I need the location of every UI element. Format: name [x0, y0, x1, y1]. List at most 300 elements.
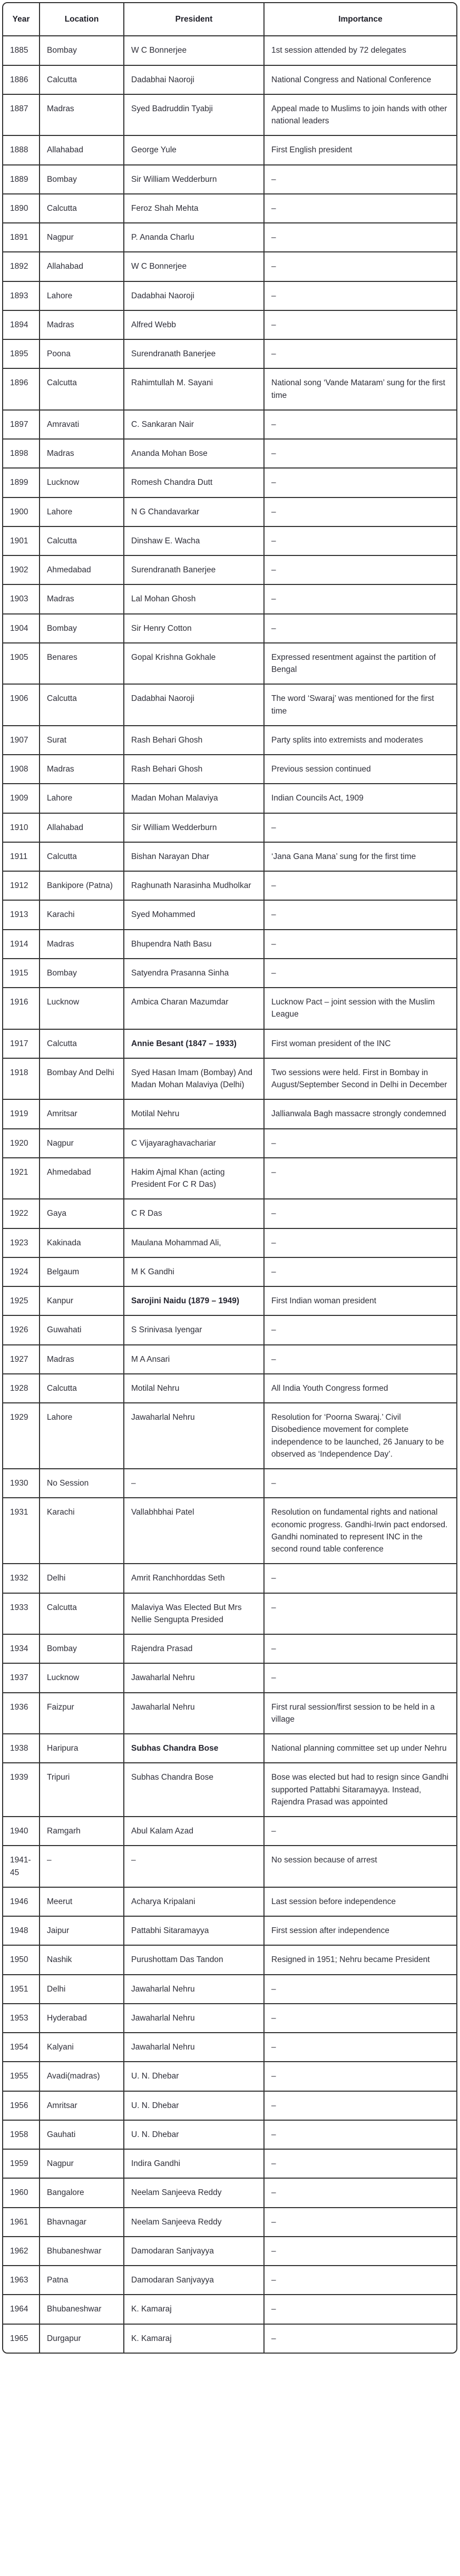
- importance-cell: National song ‘Vande Mataram’ sung for the first time: [265, 369, 456, 411]
- importance-cell: –: [265, 1229, 456, 1258]
- year-cell: 1964: [3, 2295, 40, 2324]
- location-cell: Ahmedabad: [40, 556, 124, 585]
- location-cell: Kakinada: [40, 1229, 124, 1258]
- importance-cell: –: [265, 2325, 456, 2353]
- importance-cell: –: [265, 2033, 456, 2062]
- importance-cell: –: [265, 1594, 456, 1635]
- year-cell: 1938: [3, 1734, 40, 1763]
- location-cell: Calcutta: [40, 369, 124, 411]
- importance-cell: –: [265, 527, 456, 556]
- year-cell: 1928: [3, 1374, 40, 1403]
- table-row: [3, 1403, 456, 1469]
- table-row: [3, 1316, 456, 1345]
- importance-cell: Lucknow Pact – joint session with the Muslim League: [265, 988, 456, 1030]
- table-row: [3, 1763, 456, 1817]
- year-cell: 1956: [3, 2092, 40, 2121]
- importance-cell: First Indian woman president: [265, 1287, 456, 1316]
- inc-sessions-table: [2, 2, 457, 2354]
- importance-cell: –: [265, 340, 456, 369]
- location-cell: Allahabad: [40, 252, 124, 281]
- importance-cell: First session after independence: [265, 1917, 456, 1946]
- importance-cell: –: [265, 2121, 456, 2150]
- location-cell: Bombay: [40, 959, 124, 988]
- president-cell: Neelam Sanjeeva Reddy: [124, 2208, 265, 2237]
- location-cell: Guwahati: [40, 1316, 124, 1345]
- importance-cell: –: [265, 930, 456, 959]
- table-row: [3, 1635, 456, 1664]
- location-cell: Gauhati: [40, 2121, 124, 2150]
- table-row: [3, 1817, 456, 1846]
- year-cell: 1931: [3, 1498, 40, 1564]
- importance-cell: –: [265, 901, 456, 930]
- table-row: [3, 36, 456, 65]
- table-row: [3, 1917, 456, 1946]
- year-cell: 1921: [3, 1158, 40, 1200]
- location-cell: Madras: [40, 1345, 124, 1374]
- table-row: [3, 1498, 456, 1564]
- table-row: [3, 1229, 456, 1258]
- table-row: [3, 901, 456, 930]
- year-cell: 1962: [3, 2237, 40, 2266]
- location-cell: Nagpur: [40, 2150, 124, 2179]
- president-cell: Annie Besant (1847 – 1933): [124, 1030, 265, 1059]
- table-row: [3, 95, 456, 136]
- location-cell: Bankipore (Patna): [40, 872, 124, 901]
- year-cell: 1892: [3, 252, 40, 281]
- location-cell: Madras: [40, 440, 124, 469]
- table-row: [3, 340, 456, 369]
- location-cell: Karachi: [40, 1498, 124, 1564]
- table-row: [3, 1975, 456, 2004]
- location-cell: Amravati: [40, 411, 124, 440]
- location-cell: Lahore: [40, 498, 124, 527]
- year-cell: 1906: [3, 685, 40, 726]
- importance-cell: –: [265, 1258, 456, 1287]
- location-cell: Bombay: [40, 165, 124, 194]
- president-cell: Rash Behari Ghosh: [124, 726, 265, 755]
- year-cell: 1924: [3, 1258, 40, 1287]
- location-cell: Calcutta: [40, 527, 124, 556]
- year-cell: 1911: [3, 843, 40, 872]
- president-cell: Sir William Wedderburn: [124, 165, 265, 194]
- importance-cell: No session because of arrest: [265, 1846, 456, 1888]
- president-cell: Madan Mohan Malaviya: [124, 784, 265, 813]
- president-cell: K. Kamaraj: [124, 2295, 265, 2324]
- year-cell: 1927: [3, 1345, 40, 1374]
- importance-cell: –: [265, 498, 456, 527]
- year-cell: 1916: [3, 988, 40, 1030]
- table-row: [3, 1846, 456, 1888]
- location-cell: Patna: [40, 2266, 124, 2295]
- year-cell: 1939: [3, 1763, 40, 1817]
- table-row: [3, 252, 456, 281]
- year-cell: 1907: [3, 726, 40, 755]
- table-row: [3, 2266, 456, 2295]
- location-cell: Nagpur: [40, 223, 124, 252]
- table-row: [3, 2092, 456, 2121]
- table-row: [3, 2062, 456, 2091]
- president-cell: Abul Kalam Azad: [124, 1817, 265, 1846]
- year-cell: 1909: [3, 784, 40, 813]
- president-cell: Indira Gandhi: [124, 2150, 265, 2179]
- year-cell: 1889: [3, 165, 40, 194]
- year-cell: 1954: [3, 2033, 40, 2062]
- table-row: [3, 469, 456, 497]
- year-cell: 1891: [3, 223, 40, 252]
- year-cell: 1890: [3, 194, 40, 223]
- importance-cell: –: [265, 556, 456, 585]
- president-cell: Jawaharlal Nehru: [124, 2004, 265, 2033]
- table-row: [3, 843, 456, 872]
- president-cell: Syed Hasan Imam (Bombay) And Madan Mohan Malaviya (Delhi): [124, 1059, 265, 1100]
- president-cell: Acharya Kripalani: [124, 1888, 265, 1917]
- year-cell: 1912: [3, 872, 40, 901]
- year-cell: 1923: [3, 1229, 40, 1258]
- president-cell: Jawaharlal Nehru: [124, 1693, 265, 1735]
- year-cell: 1896: [3, 369, 40, 411]
- president-cell: Romesh Chandra Dutt: [124, 469, 265, 497]
- table-row: [3, 1199, 456, 1228]
- importance-cell: –: [265, 1316, 456, 1345]
- location-cell: Allahabad: [40, 814, 124, 843]
- importance-cell: –: [265, 614, 456, 643]
- table-row: [3, 2237, 456, 2266]
- location-cell: Ramgarh: [40, 1817, 124, 1846]
- location-cell: Lahore: [40, 1403, 124, 1469]
- table-row: [3, 784, 456, 813]
- president-cell: George Yule: [124, 136, 265, 165]
- president-cell: M K Gandhi: [124, 1258, 265, 1287]
- president-cell: Damodaran Sanjvayya: [124, 2237, 265, 2266]
- importance-cell: –: [265, 194, 456, 223]
- year-cell: 1955: [3, 2062, 40, 2091]
- importance-cell: Previous session continued: [265, 755, 456, 784]
- location-cell: Amritsar: [40, 2092, 124, 2121]
- president-cell: Bishan Narayan Dhar: [124, 843, 265, 872]
- location-cell: Calcutta: [40, 843, 124, 872]
- importance-cell: –: [265, 165, 456, 194]
- importance-cell: –: [265, 959, 456, 988]
- table-row: [3, 440, 456, 469]
- importance-cell: –: [265, 469, 456, 497]
- year-cell: 1926: [3, 1316, 40, 1345]
- column-header-president: President: [124, 3, 265, 36]
- importance-cell: All India Youth Congress formed: [265, 1374, 456, 1403]
- importance-cell: –: [265, 872, 456, 901]
- table-row: [3, 1664, 456, 1693]
- year-cell: 1946: [3, 1888, 40, 1917]
- table-row: [3, 2150, 456, 2179]
- table-row: [3, 1158, 456, 1200]
- year-cell: 1908: [3, 755, 40, 784]
- importance-cell: The word ‘Swaraj’ was mentioned for the first time: [265, 685, 456, 726]
- year-cell: 1936: [3, 1693, 40, 1735]
- location-cell: Tripuri: [40, 1763, 124, 1817]
- importance-cell: Bose was elected but had to resign since Gandhi supported Pattabhi Sitaramayya. Instead, Rajendra Prasad was appointed: [265, 1763, 456, 1817]
- table-row: [3, 685, 456, 726]
- location-cell: Madras: [40, 930, 124, 959]
- location-cell: Haripura: [40, 1734, 124, 1763]
- location-cell: Bhavnagar: [40, 2208, 124, 2237]
- table-row: [3, 988, 456, 1030]
- importance-cell: –: [265, 311, 456, 340]
- location-cell: Lucknow: [40, 988, 124, 1030]
- year-cell: 1941-45: [3, 1846, 40, 1888]
- table-row: [3, 527, 456, 556]
- table-row: [3, 1693, 456, 1735]
- president-cell: Rahimtullah M. Sayani: [124, 369, 265, 411]
- president-cell: Feroz Shah Mehta: [124, 194, 265, 223]
- table-row: [3, 2295, 456, 2324]
- president-cell: Motilal Nehru: [124, 1374, 265, 1403]
- president-cell: Subhas Chandra Bose: [124, 1734, 265, 1763]
- location-cell: Bhubaneshwar: [40, 2237, 124, 2266]
- table-row: [3, 1129, 456, 1158]
- location-cell: Belgaum: [40, 1258, 124, 1287]
- president-cell: Dadabhai Naoroji: [124, 685, 265, 726]
- president-cell: Lal Mohan Ghosh: [124, 585, 265, 614]
- table-row: [3, 614, 456, 643]
- president-cell: P. Ananda Charlu: [124, 223, 265, 252]
- year-cell: 1901: [3, 527, 40, 556]
- importance-cell: –: [265, 2062, 456, 2091]
- table-row: [3, 2179, 456, 2208]
- year-cell: 1895: [3, 340, 40, 369]
- president-cell: Dinshaw E. Wacha: [124, 527, 265, 556]
- year-cell: 1917: [3, 1030, 40, 1059]
- importance-cell: Expressed resentment against the partition of Bengal: [265, 643, 456, 685]
- location-cell: Madras: [40, 755, 124, 784]
- table-row: [3, 1100, 456, 1129]
- table-row: [3, 726, 456, 755]
- table-body: [3, 36, 456, 2353]
- table-row: [3, 930, 456, 959]
- year-cell: 1953: [3, 2004, 40, 2033]
- location-cell: Lahore: [40, 282, 124, 311]
- president-cell: Raghunath Narasinha Mudholkar: [124, 872, 265, 901]
- president-cell: U. N. Dhebar: [124, 2092, 265, 2121]
- importance-cell: Resolution for ‘Poorna Swaraj.’ Civil Disobedience movement for complete independence to be launched, 26 January to be observed as ‘Independence Day’.: [265, 1403, 456, 1469]
- location-cell: Amritsar: [40, 1100, 124, 1129]
- location-cell: Nagpur: [40, 1129, 124, 1158]
- importance-cell: –: [265, 2208, 456, 2237]
- president-cell: Gopal Krishna Gokhale: [124, 643, 265, 685]
- location-cell: Lucknow: [40, 1664, 124, 1693]
- table-header: [3, 3, 456, 36]
- president-cell: Hakim Ajmal Khan (acting President For C R Das): [124, 1158, 265, 1200]
- president-cell: U. N. Dhebar: [124, 2062, 265, 2091]
- importance-cell: Indian Councils Act, 1909: [265, 784, 456, 813]
- president-cell: M A Ansari: [124, 1345, 265, 1374]
- year-cell: 1948: [3, 1917, 40, 1946]
- president-cell: C Vijayaraghavachariar: [124, 1129, 265, 1158]
- importance-cell: –: [265, 2295, 456, 2324]
- year-cell: 1886: [3, 66, 40, 95]
- location-cell: Delhi: [40, 1564, 124, 1593]
- president-cell: Surendranath Banerjee: [124, 340, 265, 369]
- year-cell: 1918: [3, 1059, 40, 1100]
- table-row: [3, 2325, 456, 2353]
- column-header-year: Year: [3, 3, 40, 36]
- president-cell: Amrit Ranchhorddas Seth: [124, 1564, 265, 1593]
- president-cell: Satyendra Prasanna Sinha: [124, 959, 265, 988]
- location-cell: Calcutta: [40, 194, 124, 223]
- year-cell: 1898: [3, 440, 40, 469]
- importance-cell: –: [265, 2004, 456, 2033]
- year-cell: 1913: [3, 901, 40, 930]
- year-cell: 1904: [3, 614, 40, 643]
- location-cell: Lucknow: [40, 469, 124, 497]
- table-row: [3, 2033, 456, 2062]
- importance-cell: –: [265, 252, 456, 281]
- location-cell: Bombay: [40, 1635, 124, 1664]
- president-cell: Rajendra Prasad: [124, 1635, 265, 1664]
- table-row: [3, 66, 456, 95]
- table-row: [3, 136, 456, 165]
- president-cell: Syed Badruddin Tyabji: [124, 95, 265, 136]
- location-cell: Poona: [40, 340, 124, 369]
- president-cell: Ambica Charan Mazumdar: [124, 988, 265, 1030]
- president-cell: Dadabhai Naoroji: [124, 282, 265, 311]
- table-row: [3, 1946, 456, 1975]
- location-cell: Calcutta: [40, 1594, 124, 1635]
- year-cell: 1959: [3, 2150, 40, 2179]
- year-cell: 1919: [3, 1100, 40, 1129]
- location-cell: Avadi(madras): [40, 2062, 124, 2091]
- importance-cell: Appeal made to Muslims to join hands with other national leaders: [265, 95, 456, 136]
- table-row: [3, 311, 456, 340]
- table-row: [3, 1594, 456, 1635]
- year-cell: 1937: [3, 1664, 40, 1693]
- table-row: [3, 1287, 456, 1316]
- importance-cell: –: [265, 1664, 456, 1693]
- location-cell: Bombay: [40, 36, 124, 65]
- importance-cell: –: [265, 1469, 456, 1498]
- table-row: [3, 755, 456, 784]
- president-cell: Neelam Sanjeeva Reddy: [124, 2179, 265, 2208]
- president-cell: Dadabhai Naoroji: [124, 66, 265, 95]
- president-cell: W C Bonnerjee: [124, 252, 265, 281]
- year-cell: 1958: [3, 2121, 40, 2150]
- location-cell: Benares: [40, 643, 124, 685]
- year-cell: 1915: [3, 959, 40, 988]
- president-cell: –: [124, 1846, 265, 1888]
- location-cell: Lahore: [40, 784, 124, 813]
- importance-cell: Party splits into extremists and moderates: [265, 726, 456, 755]
- president-cell: C. Sankaran Nair: [124, 411, 265, 440]
- location-cell: Gaya: [40, 1199, 124, 1228]
- table-row: [3, 223, 456, 252]
- president-cell: Surendranath Banerjee: [124, 556, 265, 585]
- importance-cell: –: [265, 1564, 456, 1593]
- president-cell: Purushottam Das Tandon: [124, 1946, 265, 1975]
- president-cell: N G Chandavarkar: [124, 498, 265, 527]
- year-cell: 1960: [3, 2179, 40, 2208]
- location-cell: No Session: [40, 1469, 124, 1498]
- year-cell: 1933: [3, 1594, 40, 1635]
- location-cell: Kanpur: [40, 1287, 124, 1316]
- table-row: [3, 814, 456, 843]
- president-cell: Jawaharlal Nehru: [124, 1664, 265, 1693]
- year-cell: 1930: [3, 1469, 40, 1498]
- table-row: [3, 1469, 456, 1498]
- table-row: [3, 1059, 456, 1100]
- president-cell: U. N. Dhebar: [124, 2121, 265, 2150]
- year-cell: 1894: [3, 311, 40, 340]
- importance-cell: –: [265, 282, 456, 311]
- year-cell: 1961: [3, 2208, 40, 2237]
- location-cell: Nashik: [40, 1946, 124, 1975]
- year-cell: 1897: [3, 411, 40, 440]
- table-row: [3, 959, 456, 988]
- location-cell: Allahabad: [40, 136, 124, 165]
- location-cell: Surat: [40, 726, 124, 755]
- table-row: [3, 2121, 456, 2150]
- president-cell: Jawaharlal Nehru: [124, 1975, 265, 2004]
- location-cell: Ahmedabad: [40, 1158, 124, 1200]
- year-cell: 1900: [3, 498, 40, 527]
- table-row: [3, 556, 456, 585]
- location-cell: Meerut: [40, 1888, 124, 1917]
- table-row: [3, 1888, 456, 1917]
- year-cell: 1910: [3, 814, 40, 843]
- president-cell: Sarojini Naidu (1879 – 1949): [124, 1287, 265, 1316]
- location-cell: Calcutta: [40, 685, 124, 726]
- year-cell: 1899: [3, 469, 40, 497]
- location-cell: Durgapur: [40, 2325, 124, 2353]
- year-cell: 1934: [3, 1635, 40, 1664]
- year-cell: 1920: [3, 1129, 40, 1158]
- president-cell: Damodaran Sanjvayya: [124, 2266, 265, 2295]
- president-cell: Syed Mohammed: [124, 901, 265, 930]
- president-cell: Rash Behari Ghosh: [124, 755, 265, 784]
- importance-cell: Resolution on fundamental rights and national economic progress. Gandhi-Irwin pact endorsed. Gandhi nominated to represent INC in the second round table conference: [265, 1498, 456, 1564]
- importance-cell: 1st session attended by 72 delegates: [265, 36, 456, 65]
- table-row: [3, 1258, 456, 1287]
- year-cell: 1905: [3, 643, 40, 685]
- president-cell: Ananda Mohan Bose: [124, 440, 265, 469]
- importance-cell: ‘Jana Gana Mana’ sung for the first time: [265, 843, 456, 872]
- president-cell: Vallabhbhai Patel: [124, 1498, 265, 1564]
- table-row: [3, 369, 456, 411]
- location-cell: Bhubaneshwar: [40, 2295, 124, 2324]
- year-cell: 1922: [3, 1199, 40, 1228]
- importance-cell: –: [265, 1345, 456, 1374]
- importance-cell: –: [265, 2237, 456, 2266]
- location-cell: Madras: [40, 311, 124, 340]
- location-cell: Madras: [40, 95, 124, 136]
- year-cell: 1887: [3, 95, 40, 136]
- table-row: [3, 585, 456, 614]
- president-cell: Alfred Webb: [124, 311, 265, 340]
- importance-cell: –: [265, 1635, 456, 1664]
- importance-cell: –: [265, 2179, 456, 2208]
- location-cell: Kalyani: [40, 2033, 124, 2062]
- location-cell: Delhi: [40, 1975, 124, 2004]
- importance-cell: National planning committee set up under Nehru: [265, 1734, 456, 1763]
- importance-cell: Last session before independence: [265, 1888, 456, 1917]
- table-row: [3, 1734, 456, 1763]
- year-cell: 1903: [3, 585, 40, 614]
- president-cell: Jawaharlal Nehru: [124, 1403, 265, 1469]
- president-cell: Bhupendra Nath Basu: [124, 930, 265, 959]
- president-cell: Subhas Chandra Bose: [124, 1763, 265, 1817]
- year-cell: 1929: [3, 1403, 40, 1469]
- table-row: [3, 1564, 456, 1593]
- president-cell: Malaviya Was Elected But Mrs Nellie Sengupta Presided: [124, 1594, 265, 1635]
- location-cell: Jaipur: [40, 1917, 124, 1946]
- table-row: [3, 872, 456, 901]
